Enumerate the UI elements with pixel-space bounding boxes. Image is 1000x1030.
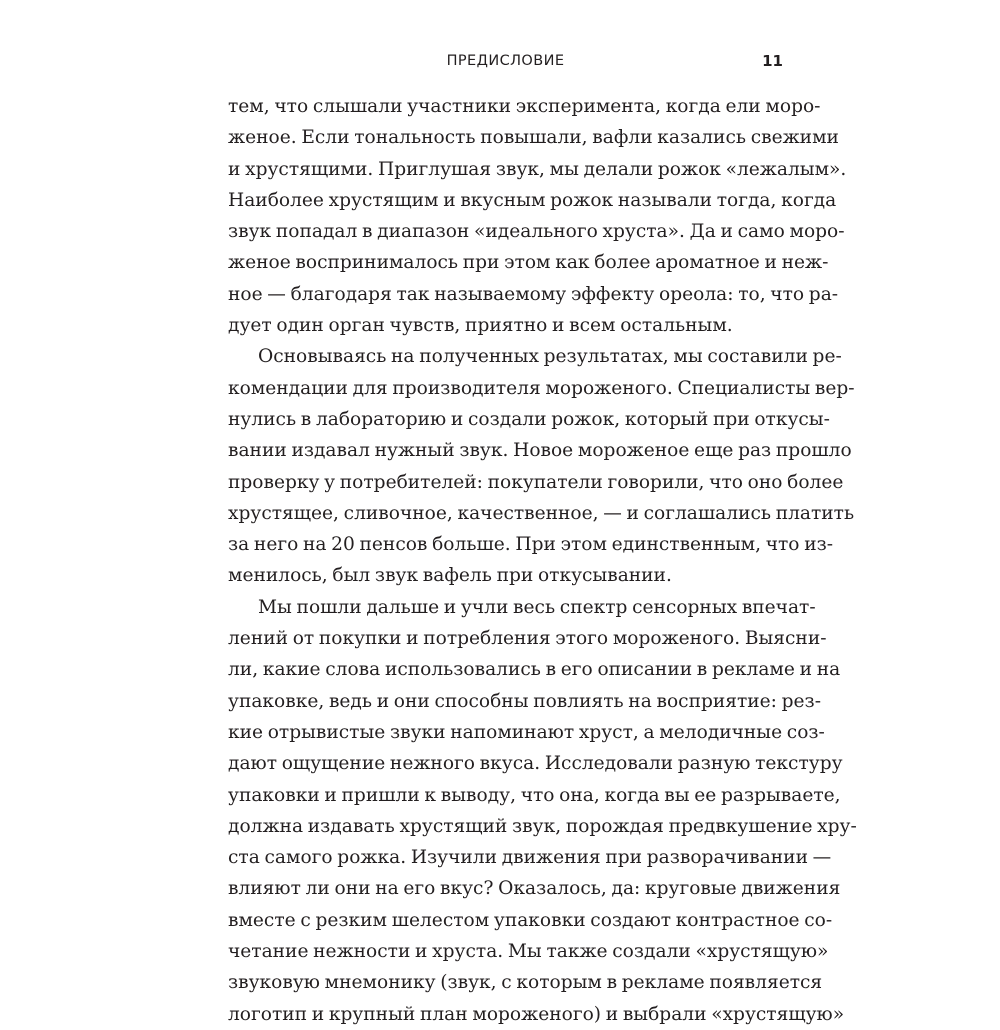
paragraph xyxy=(228,91,847,341)
text-line: должна издавать хрустящий звук, порождая предвкушение хру- xyxy=(228,815,857,837)
text-line: логотип и крупный план мороженого) и выбрали «хрустящую» xyxy=(228,1003,845,1025)
text-line: комендации для производителя мороженого. Специалисты вер- xyxy=(228,377,855,399)
text-line: Основываясь на полученных результатах, мы составили ре- xyxy=(258,346,842,368)
text-line: дают ощущение нежного вкуса. Исследовали разную текстуру xyxy=(228,753,843,775)
text-line: Мы пошли дальше и учли весь спектр сенсорных впечат- xyxy=(258,596,816,618)
paragraph xyxy=(228,592,857,1030)
text-line: кие отрывистые звуки напоминают хруст, а мелодичные соз- xyxy=(228,721,825,743)
text-line: хрустящее, сливочное, качественное, — и соглашались платить xyxy=(228,502,855,524)
text-line: тем, что слышали участники эксперимента, когда ели моро- xyxy=(228,96,821,117)
text-line: упаковки и пришли к выводу, что она, когда вы ее разрываете, xyxy=(228,784,841,806)
text-line: влияют ли они на его вкус? Оказалось, да: круговые движения xyxy=(228,878,841,900)
text-line: звук попадал в диапазон «идеального хруста». Да и само моро- xyxy=(228,221,845,243)
text-line: ста самого рожка. Изучили движения при разворачивании — xyxy=(228,847,832,869)
text-line: вместе с резким шелестом упаковки создают контрастное со- xyxy=(228,909,833,931)
text-line: за него на 20 пенсов больше. При этом единственным, что из- xyxy=(228,534,834,556)
text-line: четание нежности и хруста. Мы также создали «хрустящую» xyxy=(228,941,829,963)
text-line: дует один орган чувств, приятно и всем остальным. xyxy=(228,315,733,337)
text-line: вании издавал нужный звук. Новое мороженое еще раз прошло xyxy=(228,440,852,462)
paragraph xyxy=(228,341,855,591)
text-line: Наиболее хрустящим и вкусным рожок называли тогда, когда xyxy=(228,189,837,211)
text-line: лений от покупки и потребления этого мороженого. Выясни- xyxy=(228,628,827,650)
body-text xyxy=(228,91,857,1030)
page-number: 11 xyxy=(762,52,783,70)
running-head xyxy=(228,50,783,72)
text-line: и хрустящими. Приглушая звук, мы делали рожок «лежалым». xyxy=(228,158,847,180)
text-line: упаковке, ведь и они способны повлиять на восприятие: рез- xyxy=(228,690,821,712)
text-line: звуковую мнемонику (звук, с которым в рекламе появляется xyxy=(228,972,823,994)
text-line: ли, какие слова использовались в его описании в рекламе и на xyxy=(228,659,841,681)
section-title: ПРЕДИСЛОВИЕ xyxy=(446,53,565,69)
text-line: женое. Если тональность повышали, вафли казались свежими xyxy=(228,127,839,149)
text-line: нулись в лабораторию и создали рожок, который при откусы- xyxy=(228,408,830,430)
text-line: ное — благодаря так называемому эффекту ореола: то, что ра- xyxy=(228,283,839,305)
text-line: женое воспринималось при этом как более ароматное и неж- xyxy=(228,252,829,274)
text-line: проверку у потребителей: покупатели говорили, что оно более xyxy=(228,471,844,493)
text-line: менилось, был звук вафель при откусывании. xyxy=(228,565,672,587)
